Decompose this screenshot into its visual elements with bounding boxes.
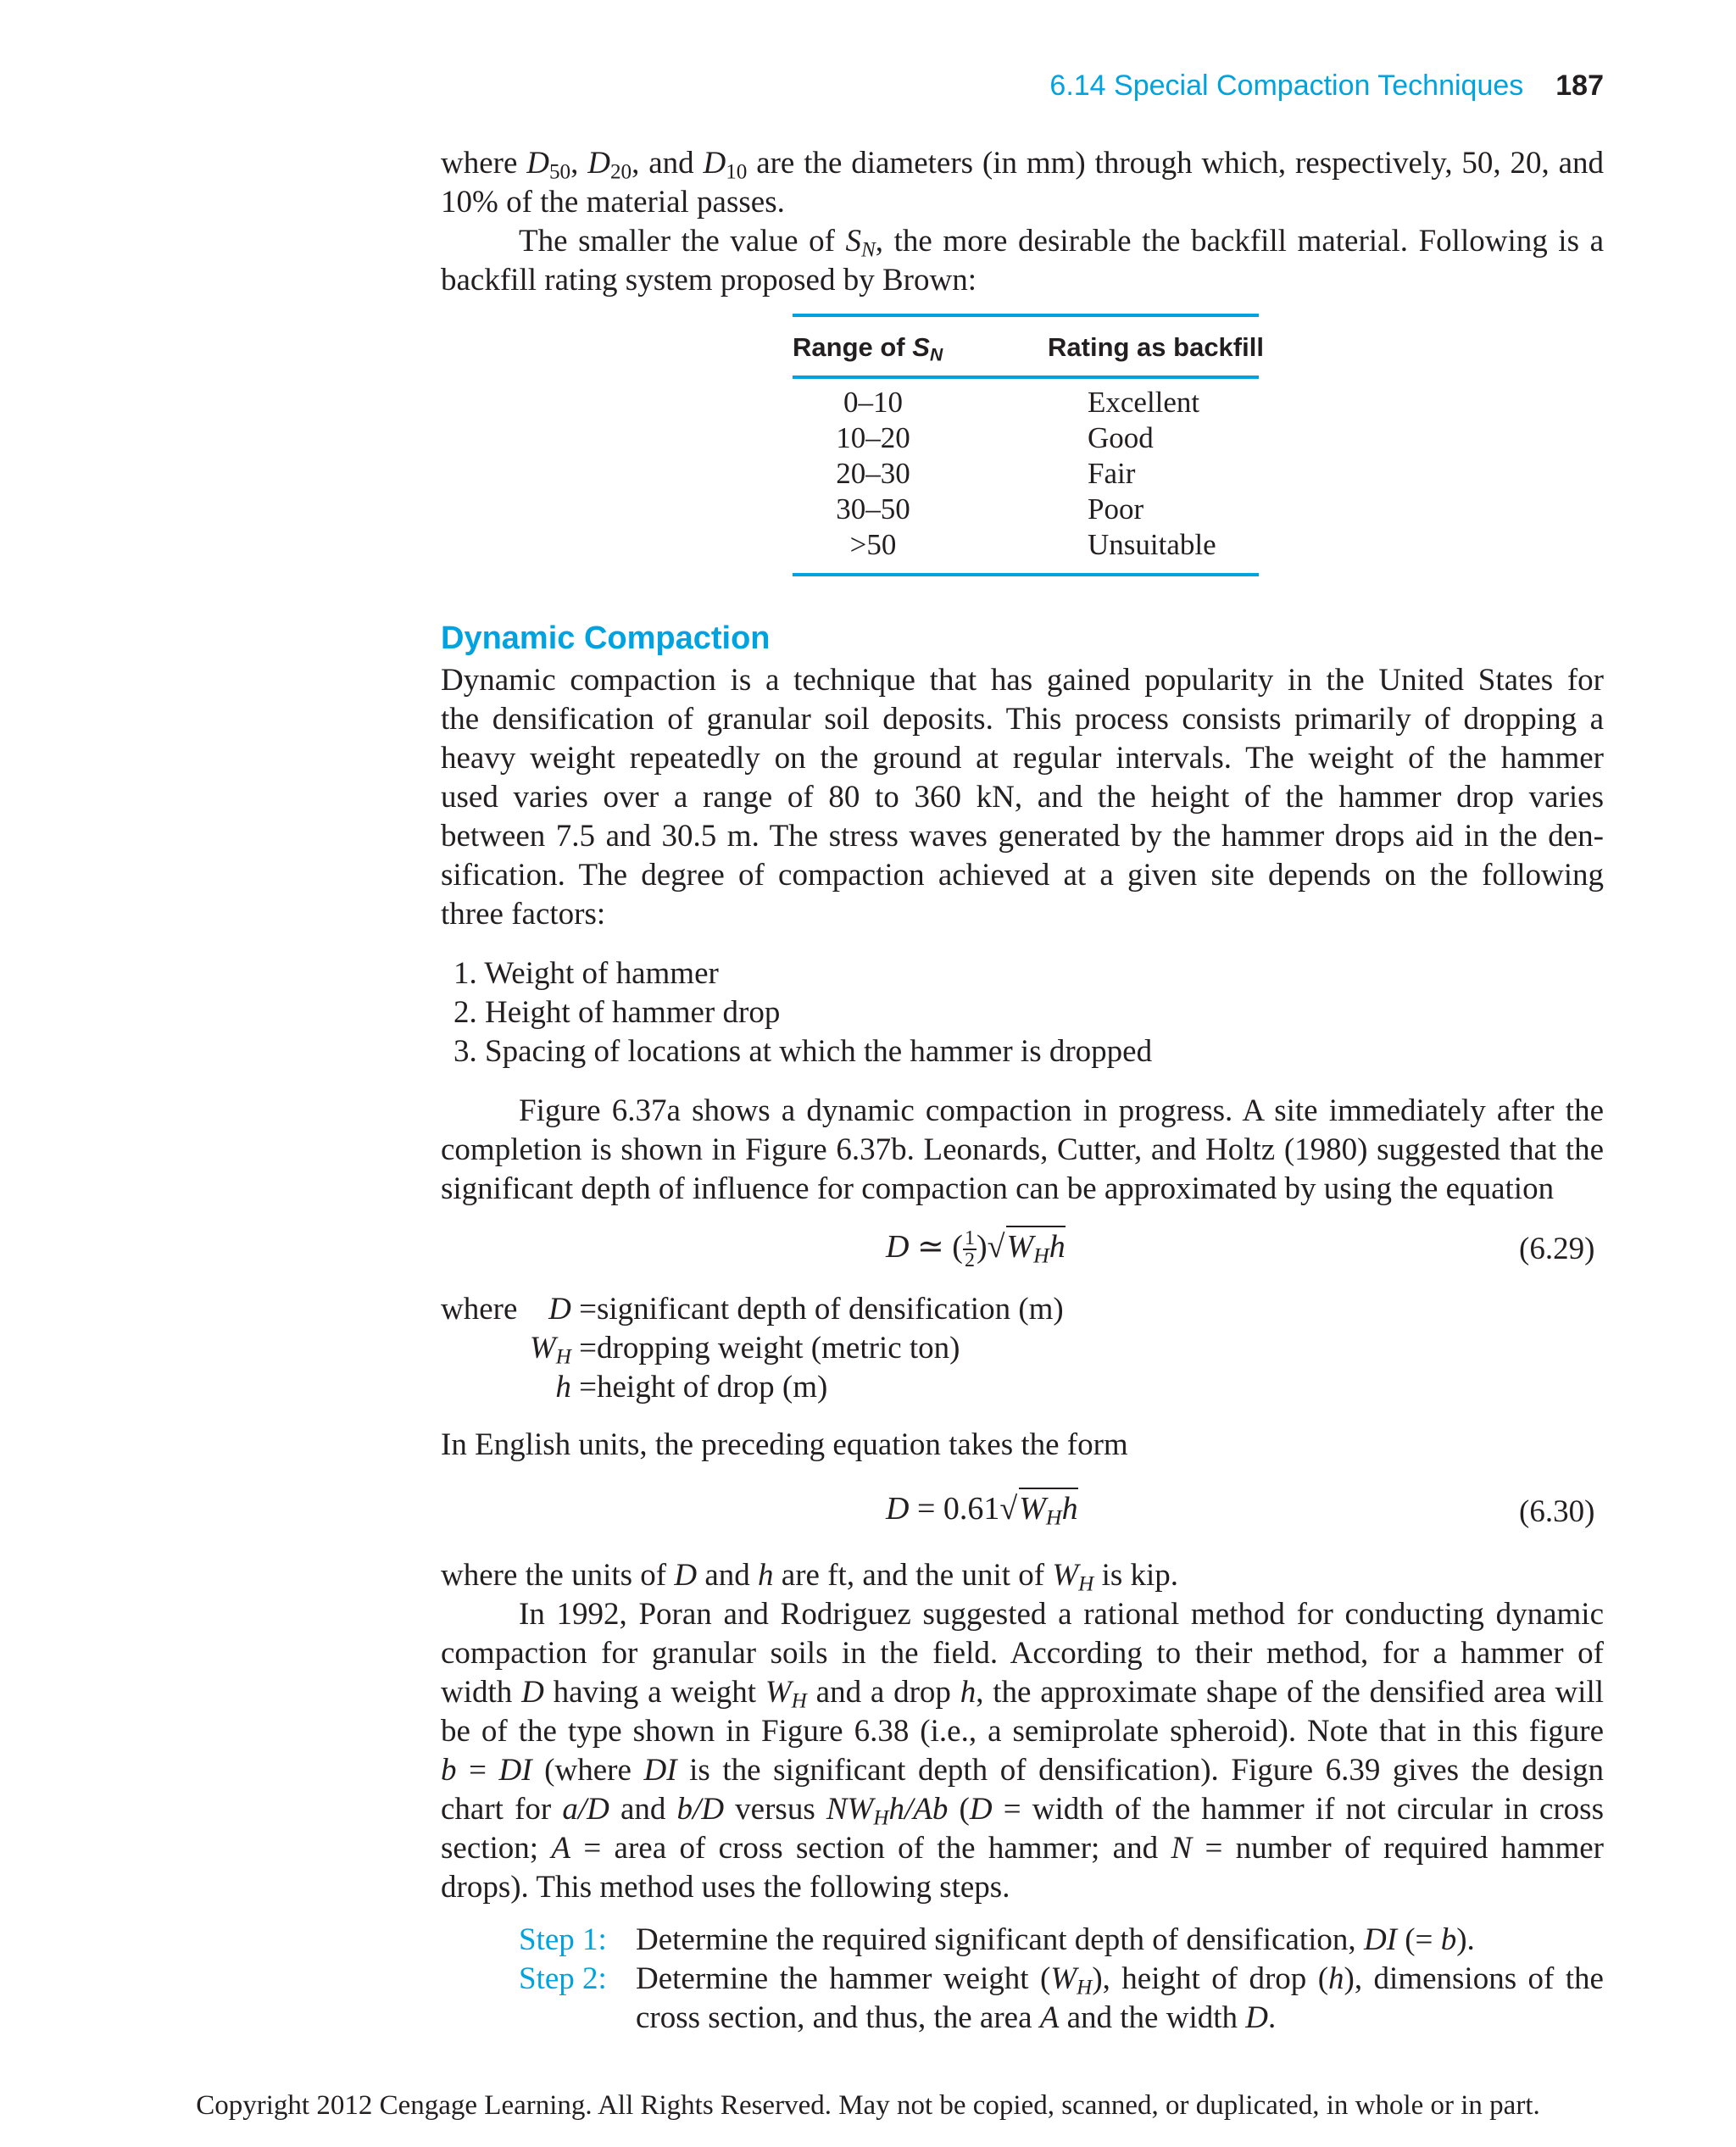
table-cell-range: 0–10 bbox=[843, 386, 903, 419]
var-wh-desc: dropping weight (metric ton) bbox=[597, 1331, 960, 1366]
table-cell-rating: Good bbox=[1088, 421, 1154, 454]
table-top-rule bbox=[793, 314, 1259, 317]
equation-6-29: D ≃ ( $\frac{1}{2}$ )$√W_Hh$ bbox=[886, 1227, 1066, 1271]
list-item: 3. Spacing of locations at which the hammer is dropped bbox=[453, 1034, 1153, 1069]
table-bottom-rule bbox=[793, 573, 1259, 576]
where-label: where bbox=[441, 1292, 518, 1327]
intro-line-2: 10% of the material passes. bbox=[441, 185, 785, 220]
list-item: 2. Height of hammer drop bbox=[453, 995, 781, 1030]
section-heading: Dynamic Compaction bbox=[441, 620, 771, 656]
table-header-range: Range of $S_N$ bbox=[793, 332, 943, 365]
table-cell-range: 20–30 bbox=[836, 457, 910, 490]
equation-6-30: $D = 0.61√W_Hh$ bbox=[886, 1490, 1078, 1527]
step-2-label: Step 2: bbox=[519, 1961, 607, 1996]
copyright-footer: Copyright 2012 Cengage Learning. All Rights Reserved. May not be copied, scanned, or duplicated, in whole or in part. bbox=[196, 2090, 1540, 2121]
step-1-text: Determine the required significant depth of densification, DI (= b). bbox=[636, 1922, 1475, 1957]
table-header-rule bbox=[793, 375, 1259, 379]
dynamic-paragraph: Dynamic compaction is a technique that has gained popularity in the United States for the densification of granular soil deposits. This process consists primarily of dropping a heavy weight repeatedly on the ground at regular intervals. The weight of the hammer used varies over a range of 80 to 360 kN, and the height of the hammer drop varies between 7.5 and 30.5 m. The stress waves generated by the hammer drops aid in the den- sification. The degree of compaction achieved at a given site depends on the following three factors: bbox=[441, 663, 1604, 932]
step-1-label: Step 1: bbox=[519, 1922, 607, 1957]
table-cell-range: 30–50 bbox=[836, 492, 910, 526]
section-title: 6.14 Special Compaction Techniques bbox=[1049, 70, 1524, 102]
english-units-line: In English units, the preceding equation takes the form bbox=[441, 1427, 1128, 1462]
page-number: 187 bbox=[1555, 70, 1604, 102]
figure-para-line-1: Figure 6.37a shows a dynamic compaction in progress. A site immediately after the bbox=[519, 1093, 1604, 1128]
var-wh-symbol: $W_H$ = bbox=[529, 1331, 597, 1369]
table-range-column bbox=[793, 385, 954, 563]
intro-line-1: where $D_{50}$, $D_{20}$, and $D_{10}$ are the diameters (in mm) through which, respectively, 50, 20, and bbox=[441, 146, 1605, 184]
table-rating-column bbox=[1088, 385, 1216, 563]
table-cell-rating: Fair bbox=[1088, 457, 1136, 490]
poran-line-1: In 1992, Poran and Rodriguez suggested a rational method for conducting dynamic bbox=[519, 1597, 1604, 1632]
poran-paragraph: compaction for granular soils in the field. According to their method, for a hammer of width D having a weight $W_H$ and a drop h, the approximate shape of the densified area will be of the type shown in Figure 6.38 (i.e., a semiprolate spheroid). Note that in this figure b = DI (where DI is the significant depth of densification). Figure 6.39 gives the design chart for a/D and b/D versus $NW_Hh/Ab$ (D = width of the hammer if not circular in cross section; A = area of cross section of the hammer; and N = number of required hammer drops). This method uses the following steps. bbox=[441, 1636, 1605, 1905]
table-cell-rating: Poor bbox=[1088, 492, 1144, 526]
equation-number: (6.29) bbox=[1519, 1232, 1595, 1266]
step-2-line-1: Determine the hammer weight $(W_H)$, height of drop (h), dimensions of the bbox=[636, 1961, 1604, 2000]
intro-para-2-line-2: backfill rating system proposed by Brown: bbox=[441, 263, 976, 298]
table-cell-rating: Unsuitable bbox=[1088, 528, 1216, 561]
table-header-rating: Rating as backfill bbox=[1048, 332, 1264, 362]
running-header bbox=[0, 70, 1604, 103]
equation-number: (6.30) bbox=[1519, 1494, 1595, 1529]
table-cell-rating: Excellent bbox=[1088, 386, 1200, 419]
var-d-desc: significant depth of densification (m) bbox=[597, 1292, 1064, 1327]
var-h-symbol: h = bbox=[555, 1370, 597, 1404]
intro-para-2-line-1: The smaller the value of $S_N$, the more desirable the backfill material. Following is a bbox=[519, 224, 1604, 262]
var-d-symbol: D = bbox=[548, 1292, 597, 1327]
figure-para-rest: completion is shown in Figure 6.37b. Leonards, Cutter, and Holtz (1980) suggested that the significant depth of influence for compaction can be approximated by using the equation bbox=[441, 1132, 1604, 1206]
step-2-line-2: cross section, and thus, the area A and the width D. bbox=[636, 2000, 1277, 2035]
list-item: 1. Weight of hammer bbox=[453, 956, 719, 991]
units-line: where the units of D and h are ft, and the unit of $W_H$ is kip. bbox=[441, 1558, 1179, 1596]
table-cell-range: 10–20 bbox=[836, 421, 910, 454]
var-h-desc: height of drop (m) bbox=[597, 1370, 828, 1404]
table-cell-range: >50 bbox=[849, 528, 897, 561]
factors-list bbox=[453, 954, 1152, 1071]
